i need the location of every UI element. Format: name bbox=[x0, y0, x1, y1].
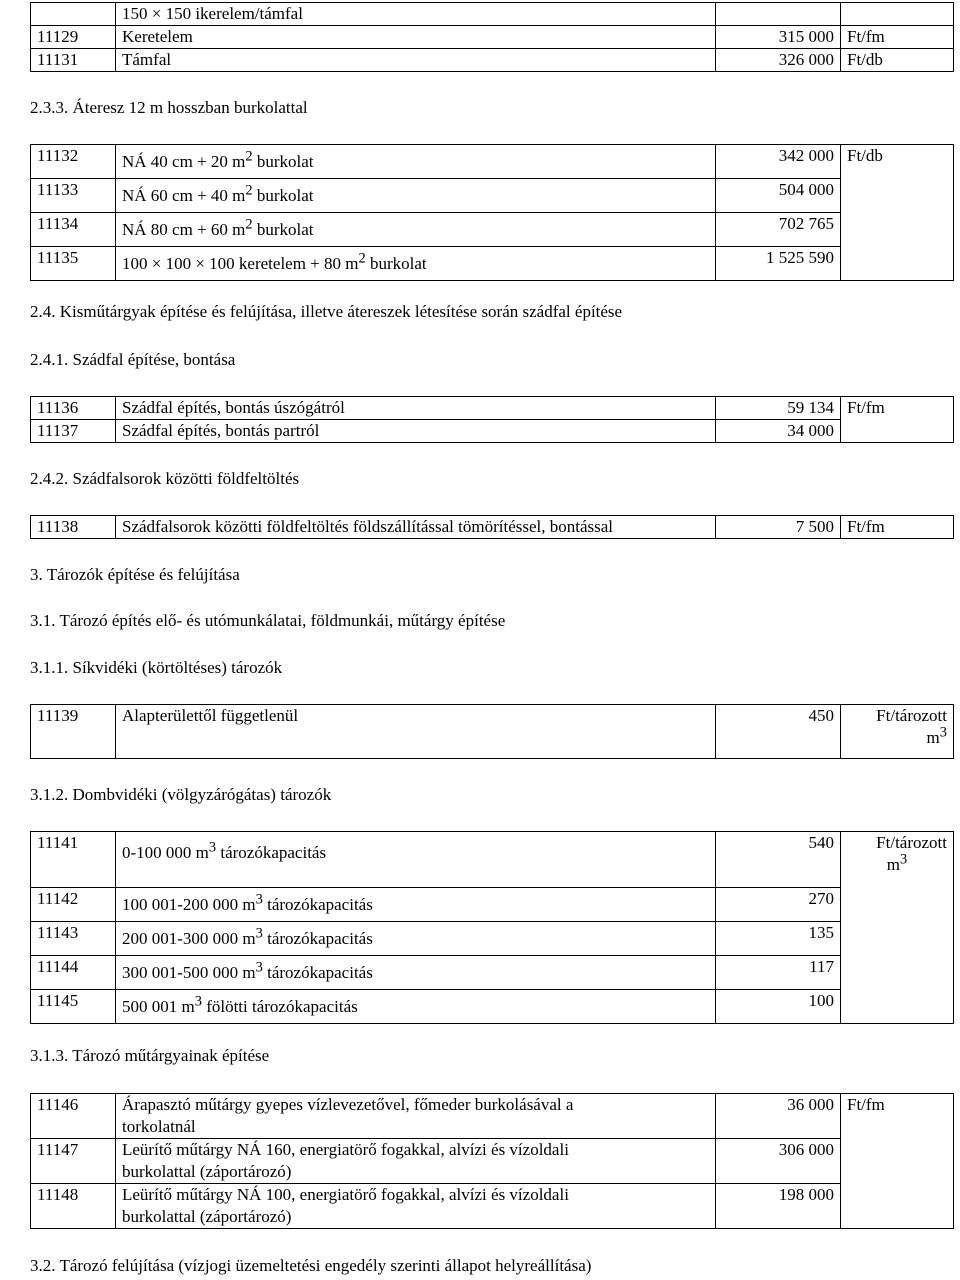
table-row bbox=[31, 956, 954, 990]
table-row bbox=[31, 3, 954, 26]
item-code: 11134 bbox=[31, 213, 116, 247]
table-row bbox=[31, 990, 954, 1024]
item-code: 11131 bbox=[31, 49, 116, 72]
item-price: 342 000 bbox=[716, 145, 841, 179]
item-price: 135 bbox=[716, 922, 841, 956]
item-code: 11145 bbox=[31, 990, 116, 1024]
item-unit: Ft/fm bbox=[841, 397, 954, 443]
item-unit: Ft/fm bbox=[841, 1094, 954, 1229]
culvert-price-table bbox=[30, 144, 954, 281]
item-description: 100 001-200 000 $m^3$ tározókapacitás bbox=[116, 888, 716, 922]
item-unit: Ft/fm bbox=[841, 26, 954, 49]
table-row bbox=[31, 397, 954, 420]
top-price-table bbox=[30, 2, 954, 72]
table-row bbox=[31, 516, 954, 539]
item-price: 34 000 bbox=[716, 420, 841, 443]
item-price: 1 525 590 bbox=[716, 247, 841, 281]
item-description: Árapasztó műtárgy gyepes vízlevezetővel, főmeder burkolásával a torkolatnál bbox=[116, 1094, 716, 1139]
table-row bbox=[31, 145, 954, 179]
item-code: 11136 bbox=[31, 397, 116, 420]
item-code: 11146 bbox=[31, 1094, 116, 1139]
table-row bbox=[31, 420, 954, 443]
table-row bbox=[31, 26, 954, 49]
item-price: 59 134 bbox=[716, 397, 841, 420]
section-heading-3: 3. Tározók építése és felújítása bbox=[30, 565, 240, 584]
table-row bbox=[31, 1094, 954, 1139]
item-price: 326 000 bbox=[716, 49, 841, 72]
item-description: NÁ 80 cm + 60 $m^2$ burkolat bbox=[116, 213, 716, 247]
item-price: 306 000 bbox=[716, 1139, 841, 1184]
item-price: 7 500 bbox=[716, 516, 841, 539]
item-unit: Ft/tározott $m^3$ bbox=[841, 705, 954, 759]
item-price: 540 bbox=[716, 832, 841, 888]
table-row bbox=[31, 705, 954, 759]
section-heading-3-1-2: 3.1.2. Dombvidéki (völgyzárógátas) tározók bbox=[30, 785, 332, 804]
item-description: 200 001-300 000 $m^3$ tározókapacitás bbox=[116, 922, 716, 956]
item-description: 500 001 $m^3$ fölötti tározókapacitás bbox=[116, 990, 716, 1024]
item-code: 11129 bbox=[31, 26, 116, 49]
item-description: 150 × 150 ikerelem/támfal bbox=[116, 3, 716, 26]
item-code: 11142 bbox=[31, 888, 116, 922]
item-description: Leürítő műtárgy NÁ 160, energiatörő fogakkal, alvízi és vízoldali burkolattal (záportározó) bbox=[116, 1139, 716, 1184]
section-heading-2-4-2: 2.4.2. Szádfalsorok közötti földfeltöltés bbox=[30, 469, 300, 488]
item-unit: Ft/db bbox=[841, 49, 954, 72]
item-description: Szádfal építés, bontás úszógátról bbox=[116, 397, 716, 420]
table-row bbox=[31, 922, 954, 956]
table-row bbox=[31, 49, 954, 72]
item-description: Alapterülettől függetlenül bbox=[116, 705, 716, 759]
item-unit bbox=[841, 3, 954, 26]
item-description: Szádfalsorok közötti földfeltöltés földszállítással tömörítéssel, bontással bbox=[116, 516, 716, 539]
item-description: NÁ 40 cm + 20 $m^2$ burkolat bbox=[116, 145, 716, 179]
item-description: Leürítő műtárgy NÁ 100, energiatörő fogakkal, alvízi és vízoldali burkolattal (záportározó) bbox=[116, 1184, 716, 1229]
item-description: Támfal bbox=[116, 49, 716, 72]
table-row bbox=[31, 832, 954, 888]
item-description: 0-100 000 $m^3$ tározókapacitás bbox=[116, 832, 716, 888]
item-code: 11144 bbox=[31, 956, 116, 990]
backfill-table bbox=[30, 515, 954, 539]
item-code bbox=[31, 3, 116, 26]
table-row bbox=[31, 179, 954, 213]
item-price: 117 bbox=[716, 956, 841, 990]
table-row bbox=[31, 1184, 954, 1229]
section-heading-3-1-3: 3.1.3. Tározó műtárgyainak építése bbox=[30, 1046, 270, 1065]
sheet-pile-table bbox=[30, 396, 954, 443]
item-price: 100 bbox=[716, 990, 841, 1024]
section-heading-2-3-3: 2.3.3. Áteresz 12 m hosszban burkolattal bbox=[30, 98, 308, 117]
item-code: 11147 bbox=[31, 1139, 116, 1184]
item-description: NÁ 60 cm + 40 $m^2$ burkolat bbox=[116, 179, 716, 213]
section-heading-3-1: 3.1. Tározó építés elő- és utómunkálatai, földmunkái, műtárgy építése bbox=[30, 611, 506, 630]
item-price: 315 000 bbox=[716, 26, 841, 49]
item-price: 450 bbox=[716, 705, 841, 759]
lowland-reservoir-table bbox=[30, 704, 954, 759]
table-row bbox=[31, 888, 954, 922]
item-code: 11148 bbox=[31, 1184, 116, 1229]
item-code: 11135 bbox=[31, 247, 116, 281]
item-code: 11143 bbox=[31, 922, 116, 956]
item-code: 11132 bbox=[31, 145, 116, 179]
item-price: 504 000 bbox=[716, 179, 841, 213]
section-heading-3-1-1: 3.1.1. Síkvidéki (körtöltéses) tározók bbox=[30, 658, 283, 677]
section-heading-3-2: 3.2. Tározó felújítása (vízjogi üzemeltetési engedély szerinti állapot helyreállítása) bbox=[30, 1256, 592, 1275]
reservoir-structures-table bbox=[30, 1093, 954, 1229]
item-code: 11138 bbox=[31, 516, 116, 539]
section-heading-2-4-1: 2.4.1. Szádfal építése, bontása bbox=[30, 350, 236, 369]
table-row bbox=[31, 247, 954, 281]
item-code: 11139 bbox=[31, 705, 116, 759]
item-price: 270 bbox=[716, 888, 841, 922]
item-price: 36 000 bbox=[716, 1094, 841, 1139]
section-heading-2-4: 2.4. Kisműtárgyak építése és felújítása, illetve átereszek létesítése során szádfal építése bbox=[30, 302, 623, 321]
item-code: 11137 bbox=[31, 420, 116, 443]
item-unit: Ft/db bbox=[841, 145, 954, 281]
item-unit: Ft/fm bbox=[841, 516, 954, 539]
item-price: 702 765 bbox=[716, 213, 841, 247]
item-code: 11141 bbox=[31, 832, 116, 888]
item-description: 300 001-500 000 $m^3$ tározókapacitás bbox=[116, 956, 716, 990]
hill-reservoir-table bbox=[30, 831, 954, 1024]
item-description: Keretelem bbox=[116, 26, 716, 49]
item-price bbox=[716, 3, 841, 26]
item-code: 11133 bbox=[31, 179, 116, 213]
table-row bbox=[31, 1139, 954, 1184]
table-row bbox=[31, 213, 954, 247]
item-unit: Ft/tározott $m^3$ bbox=[841, 832, 954, 1024]
item-price: 198 000 bbox=[716, 1184, 841, 1229]
item-description: Szádfal építés, bontás partról bbox=[116, 420, 716, 443]
item-description: 100 × 100 × 100 keretelem + 80 $m^2$ burkolat bbox=[116, 247, 716, 281]
